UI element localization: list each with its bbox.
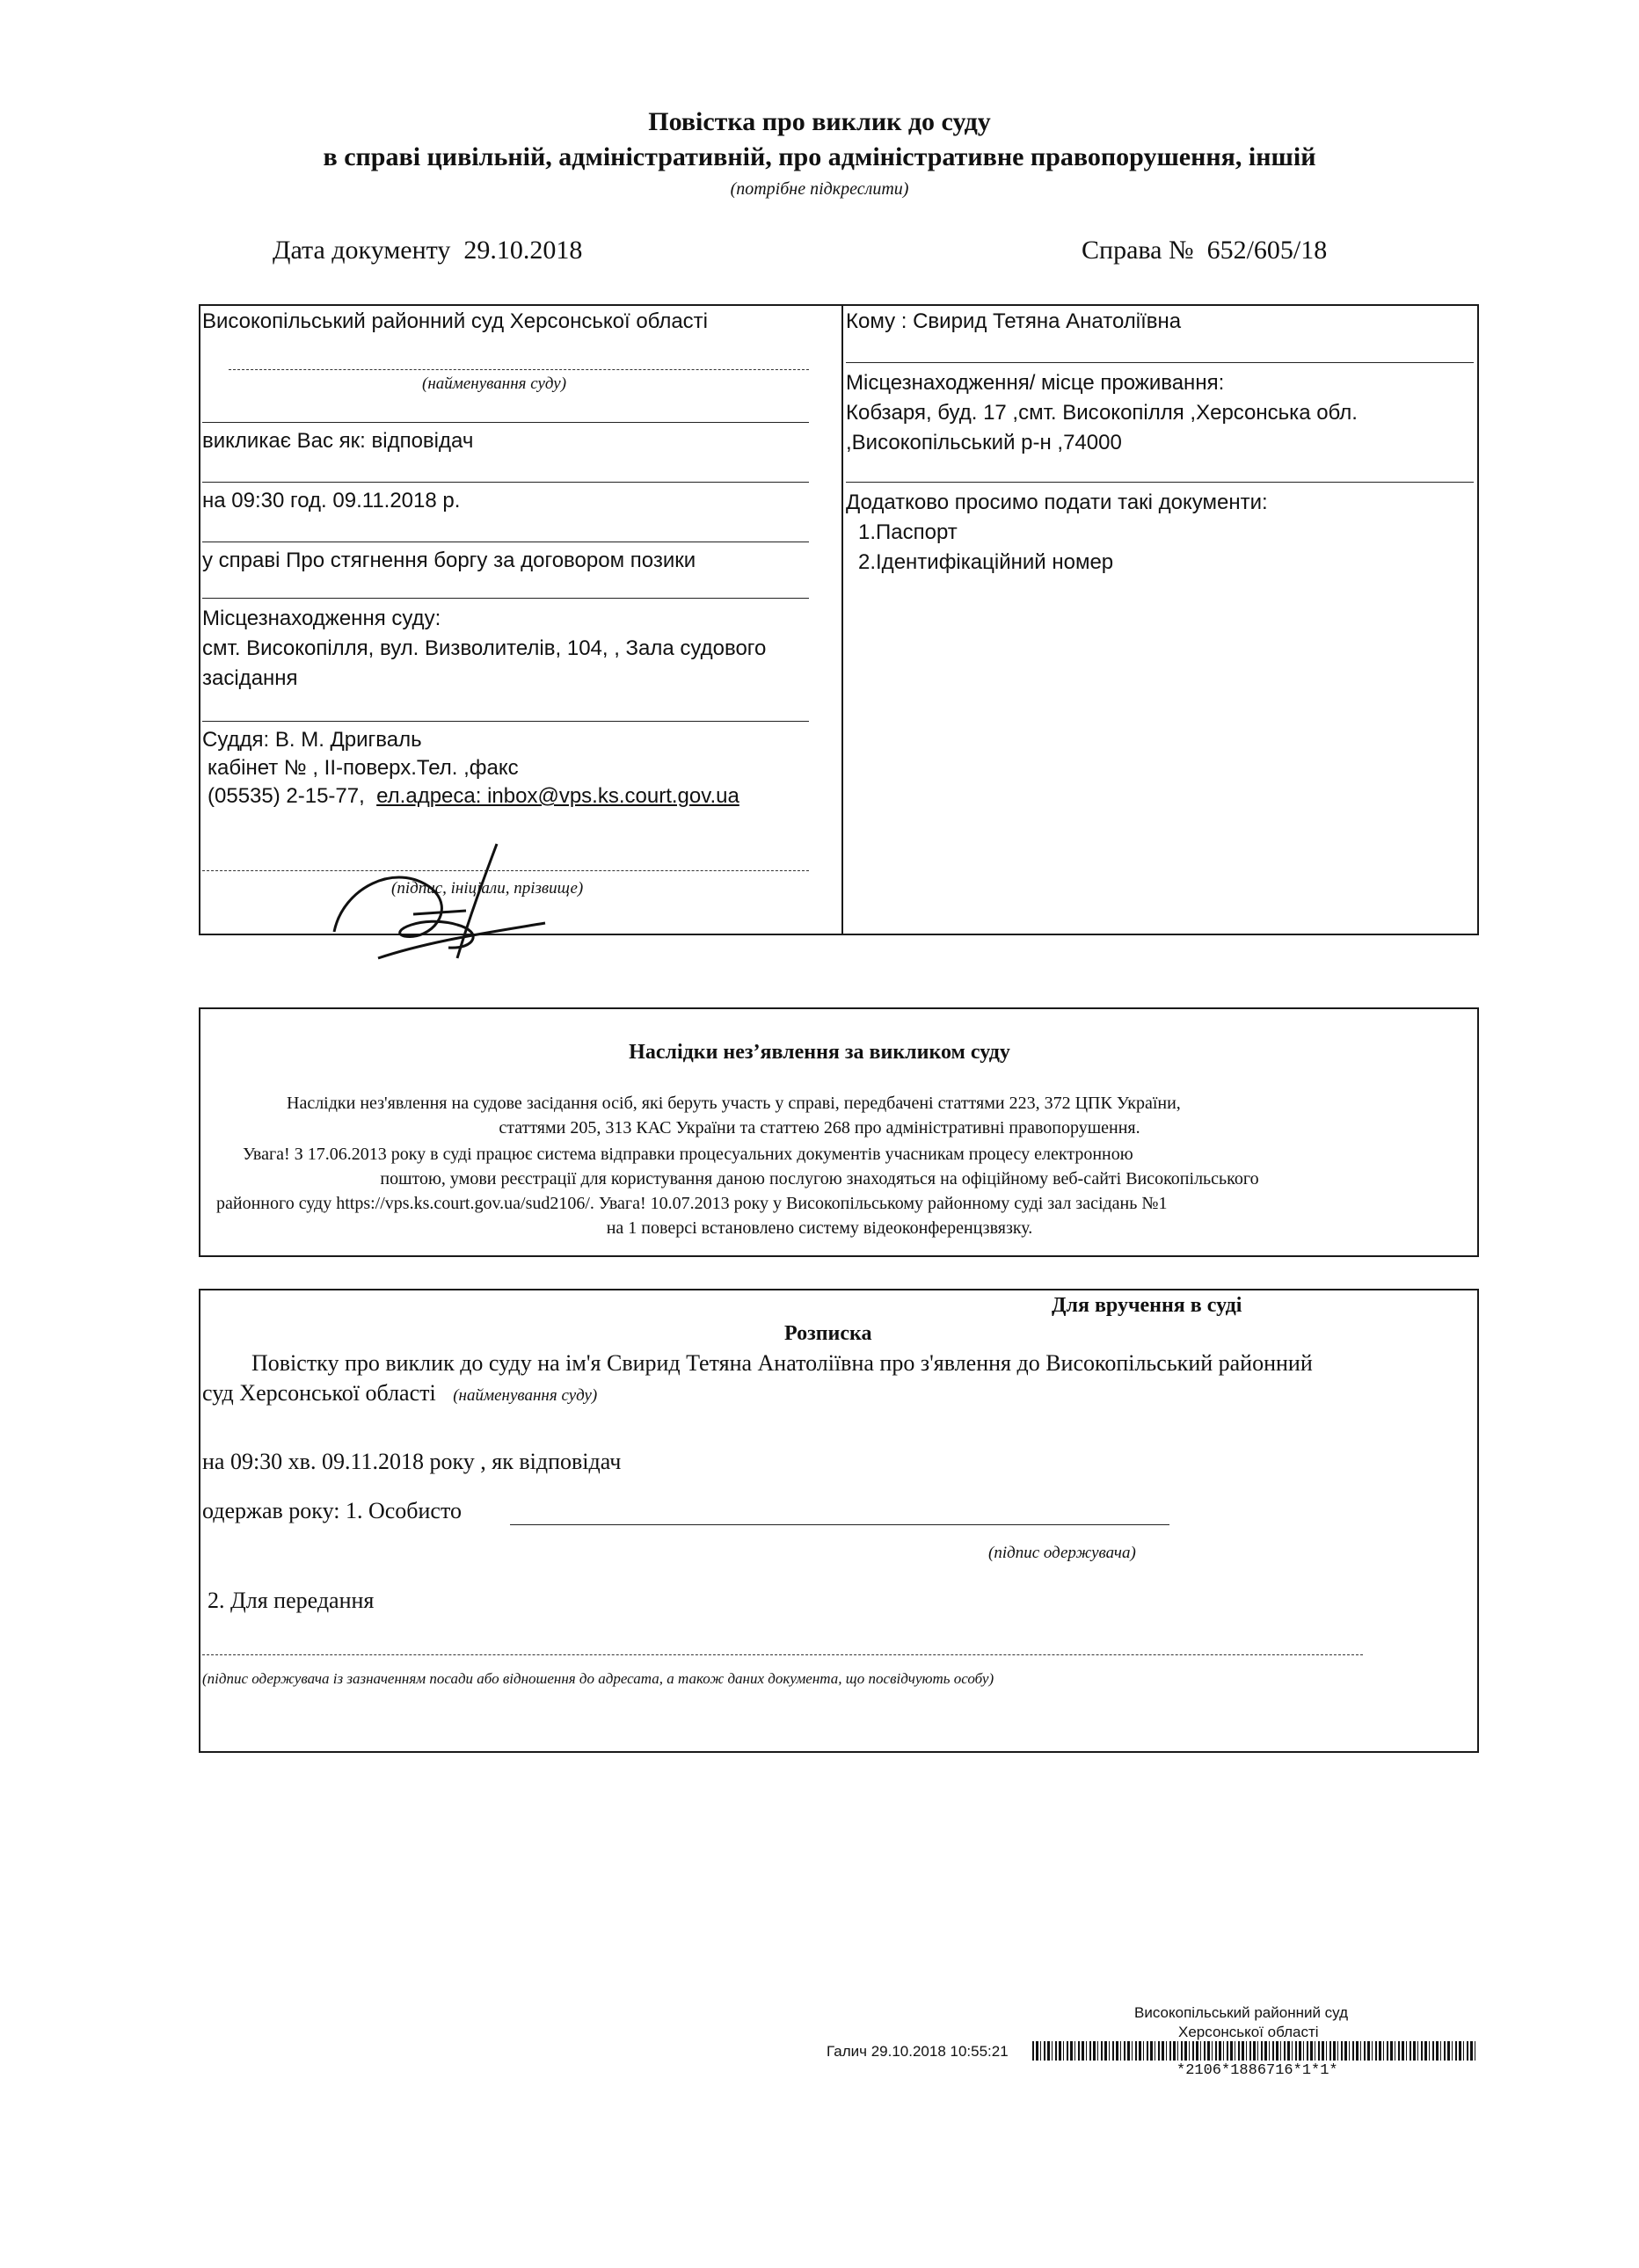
residence-address: Кобзаря, буд. 17 ,смт. Високопілля ,Херсонська обл. bbox=[846, 401, 1358, 425]
judge: Суддя: В. М. Дригваль bbox=[202, 728, 422, 752]
receipt-transfer: 2. Для передання bbox=[208, 1588, 375, 1613]
document-item: 1.Паспорт bbox=[858, 520, 958, 544]
receipt-received: одержав року: 1. Особисто bbox=[202, 1498, 462, 1523]
cabinet: кабінет № , ІІ-поверх.Тел. ,факс bbox=[208, 756, 519, 780]
consequences-text: Увага! З 17.06.2013 року в суді працює система відправки процесуальних документів учасникам процесу електронною bbox=[243, 1145, 1133, 1164]
registry-stamp: Галич 29.10.2018 10:55:21 bbox=[827, 2043, 1009, 2060]
divider bbox=[202, 422, 809, 423]
email: ел.адреса: inbox@vps.ks.court.gov.ua bbox=[376, 784, 739, 808]
consequences-text: Наслідки нез'явлення на судове засідання осіб, які беруть участь у справі, передбачені статтями 223, 372 ЦПК України, bbox=[287, 1094, 1181, 1113]
receipt-text: Повістку про виклик до суду на ім'я Свирид Тетяна Анатоліївна про з'явлення до Високопільський районний bbox=[251, 1350, 1313, 1376]
extra-documents-label: Додатково просимо подати такі документи: bbox=[846, 491, 1268, 514]
court-location-label: Місцезнаходження суду: bbox=[202, 607, 441, 630]
case-number bbox=[1082, 236, 1327, 265]
footer-court-line2: Херсонської області bbox=[1178, 2024, 1319, 2040]
receipt-court bbox=[202, 1380, 597, 1407]
signature-caption: (підпис, ініціали, прізвище) bbox=[391, 879, 584, 898]
court-location-cont: засідання bbox=[202, 666, 298, 690]
consequences-title: Наслідки нез’явлення за викликом суду bbox=[629, 1041, 1010, 1064]
consequences-text: на 1 поверсі встановлено систему відеоконференцзвязку. bbox=[606, 1218, 1033, 1238]
column-divider bbox=[841, 304, 843, 935]
divider bbox=[846, 482, 1474, 483]
divider bbox=[202, 482, 809, 483]
case-number-label: Справа № bbox=[1082, 236, 1194, 265]
document-date bbox=[273, 236, 582, 265]
divider bbox=[202, 721, 809, 722]
court-location: смт. Високопілля, вул. Визволителів, 104, , Зала судового bbox=[202, 636, 767, 660]
hearing-time: на 09:30 год. 09.11.2018 р. bbox=[202, 489, 461, 512]
divider bbox=[846, 362, 1474, 363]
recipient: Кому : Свирид Тетяна Анатоліївна bbox=[846, 309, 1182, 333]
document-item: 2.Ідентифікаційний номер bbox=[858, 550, 1114, 574]
court-name-caption: (найменування суду) bbox=[422, 374, 567, 393]
document-subtitle: в справі цивільній, адміністративній, про адміністративне правопорушення, іншій bbox=[323, 142, 1316, 171]
contacts bbox=[208, 784, 739, 809]
court-delivery-label: Для вручення в суді bbox=[1052, 1294, 1242, 1317]
court-caption: (найменування суду) bbox=[453, 1386, 598, 1405]
residence-label: Місцезнаходження/ місце проживання: bbox=[846, 371, 1225, 395]
document-date-value: 29.10.2018 bbox=[463, 236, 583, 265]
barcode bbox=[1032, 2041, 1475, 2061]
recipient-signature-caption: (підпис одержувача) bbox=[988, 1544, 1136, 1562]
divider bbox=[202, 598, 809, 599]
recipient-signature-line bbox=[510, 1524, 1169, 1525]
consequences-text: поштою, умови реєстрації для користування даною послугою знаходяться на офіційному веб-сайті Високопільського bbox=[380, 1169, 1259, 1189]
transfer-caption: (підпис одержувача із зазначенням посади або відношення до адресата, а також даних документа, що посвідчують особу) bbox=[202, 1670, 994, 1687]
underline-note: (потрібне підкреслити) bbox=[730, 179, 909, 199]
divider bbox=[229, 369, 809, 370]
judge-signature bbox=[325, 826, 554, 967]
receipt-time: на 09:30 хв. 09.11.2018 року , як відповідач bbox=[202, 1449, 622, 1474]
receipt-court-name: суд Херсонської області bbox=[202, 1380, 436, 1406]
court-name: Високопільський районний суд Херсонської області bbox=[202, 309, 709, 333]
receipt-title: Розписка bbox=[784, 1322, 872, 1345]
phone: (05535) 2-15-77, bbox=[208, 784, 365, 808]
case-subject: у справі Про стягнення боргу за договором позики bbox=[202, 549, 696, 572]
case-number-value: 652/605/18 bbox=[1206, 236, 1328, 265]
calls-as: викликає Вас як: відповідач bbox=[202, 429, 474, 453]
document-title: Повістка про виклик до суду bbox=[648, 107, 991, 136]
footer-court-line1: Високопільський районний суд bbox=[1134, 2004, 1349, 2021]
consequences-text: районного суду https://vps.ks.court.gov.ua/sud2106/. Увага! 10.07.2013 року у Високопільському районному суді зал засідань №1 bbox=[216, 1194, 1168, 1213]
transfer-signature-line bbox=[202, 1654, 1363, 1655]
residence-district: ,Високопільський р-н ,74000 bbox=[846, 431, 1122, 454]
consequences-text: статтями 205, 313 КАС України та статтею 268 про адміністративні правопорушення. bbox=[499, 1118, 1140, 1138]
document-date-label: Дата документу bbox=[273, 236, 451, 265]
barcode-text: *2106*1886716*1*1* bbox=[1176, 2062, 1338, 2079]
